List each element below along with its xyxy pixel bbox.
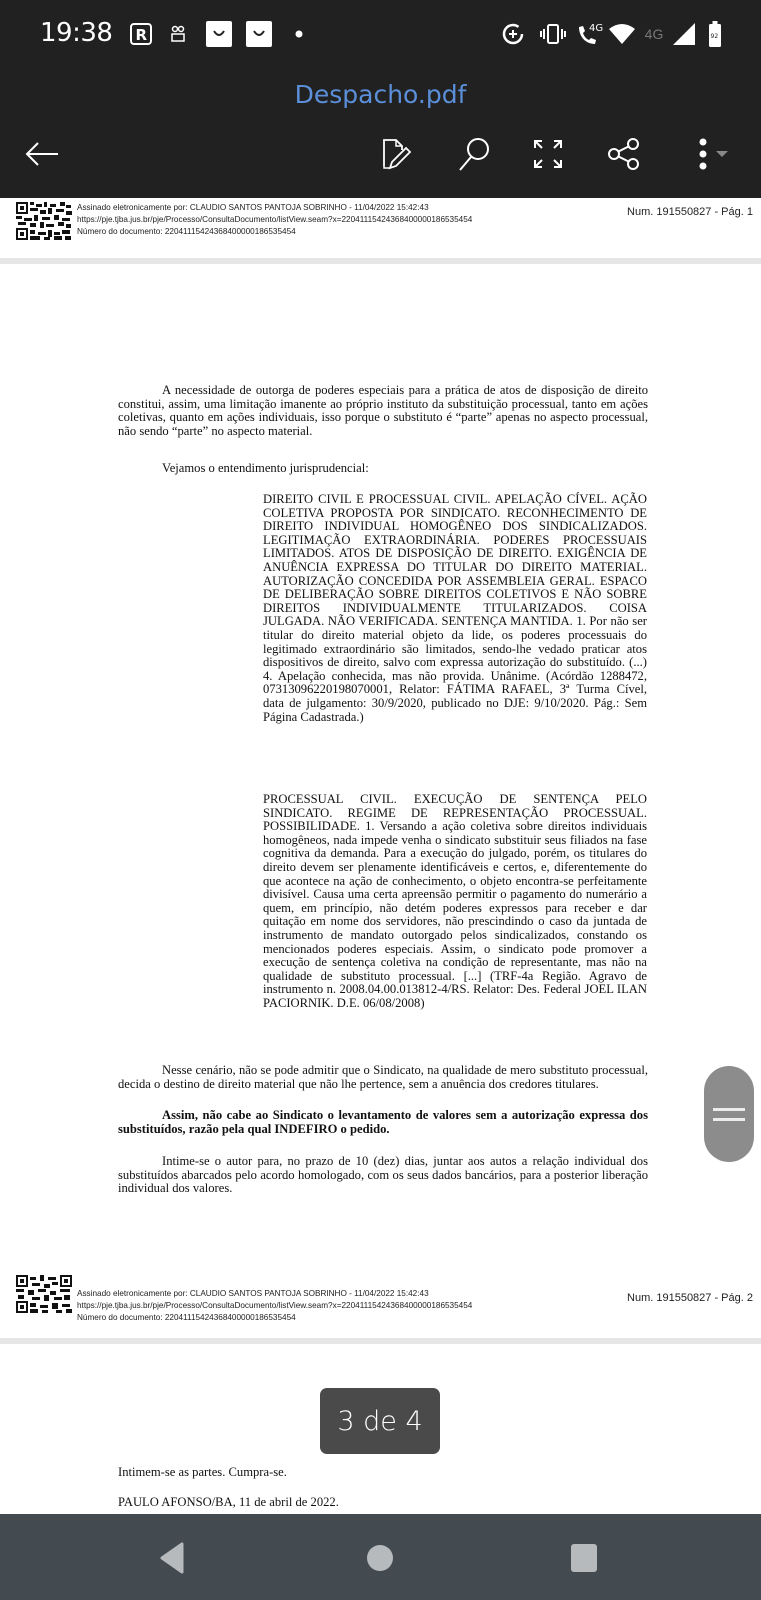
paragraph-2: Vejamos o entendimento jurisprudencial: bbox=[162, 461, 369, 475]
svg-text:R: R bbox=[135, 26, 148, 44]
qr-code-icon bbox=[16, 1264, 72, 1324]
back-button[interactable] bbox=[20, 132, 64, 176]
vibrate-icon bbox=[540, 20, 566, 48]
jurisprudence-quote-1: DIREITO CIVIL E PROCESSUAL CIVIL. APELAÇÃO CÍVEL. AÇÃO COLETIVA PROPOSTA POR SINDICATO. RECONHECIMENTO DE DIREITO INDIVIDUAL HOMOGÊNEO DOS SINDICALIZADOS. LEGITIMAÇÃO EXTRAORDINÁRIA. PODERES PROCESSUAIS LIMITADOS. ATOS DE DISPOSIÇÃO DE DIREITO. EXIGÊNCIA DE ANUÊNCIA EXPRESSA DO TITULAR DO DIREITO MATERIAL. AUTORIZAÇÃO CONCEDIDA POR ASSEMBLEIA GERAL. ESPACO DE DELIBERAÇÃO SOBRE DIREITOS COLETIVOS E NÃO SOBRE DIREITOS INDIVIDUALMENTE TITULARIZADOS. COISA JULGADA. NÃO VERIFICADA. SENTENÇA MANTIDA. 1. Por não ser titular do direito material objeto da lide, os poderes processuais do legitimado extraordinário são limitados, sendo-lhe vedado praticar atos dispositivos de direito, salvo com expressa autorização do substituído. (...) 4. Apelação conhecida, mas não provida. Unânime. (Acórdão 1288472, 07313096220198070001, Relator: FÁTIMA RAFAEL, 3ª Turma Cível, data de julgamento: 30/9/2020, publicado no DJE: 9/10/2020. Pág.: Sem Página Cadastrada.) bbox=[263, 492, 647, 724]
jurisprudence-quote-2: PROCESSUAL CIVIL. EXECUÇÃO DE SENTENÇA PELO SINDICATO. REGIME DE REPRESENTAÇÃO PROCESSUAL. POSSIBILIDADE. 1. Versando a ação coletiva sobre direitos individuais homogêneos, nada impede venha o sindicato substituir seus filiados na fase cognitiva da demanda. Para a execução do julgado, porém, os titulares do direito devem ser plenamente identificáveis e certos, e, diferentemente do que acontece na ação de conhecimento, o objeto encontra-se perfeitamente divisível. Causa uma certa apreensão permitir o pagamento do numerário a quem, em princípio, não detém poderes expressos para receber e dar quitação em nome dos servidores, não prescindindo o caso da juntada de instrumento de mandato outorgado pelos sindicalizados, constando os mencionados poderes especiais. Assim, o sindicato pode promover a execução de sentença coletiva na condição de representante, mas não na qualidade de substituto processual. [...] (TRF-4a Região. Agravo de instrumento n. 2008.04.00.013812-4/RS. Relator: Des. Federal JOEL ILAN PACIORNIK. D.E. 06/08/2008) bbox=[263, 792, 647, 1010]
fullscreen-icon bbox=[532, 138, 564, 170]
shopping-bag-icon bbox=[246, 20, 272, 48]
square-recents-icon bbox=[570, 1543, 598, 1573]
qr-code-icon bbox=[16, 202, 72, 240]
signed-by: Assinado eletronicamente por: CLAUDIO SANTOS PANTOJA SOBRINHO - 11/04/2022 15:42:43 bbox=[77, 203, 429, 212]
page-number-label: Num. 191550827 - Pág. 1 bbox=[627, 206, 753, 218]
voicemail-icon bbox=[170, 20, 186, 48]
svg-text:92: 92 bbox=[710, 33, 719, 40]
verification-url[interactable]: https://pje.tjba.jus.br/pje/Processo/ConsultaDocumento/listView.seam?x=22041115424368400000186535454 bbox=[77, 1301, 473, 1310]
wifi-icon bbox=[608, 20, 636, 48]
signed-by: Assinado eletronicamente por: CLAUDIO SANTOS PANTOJA SOBRINHO - 11/04/2022 15:42:43 bbox=[77, 1289, 429, 1298]
paragraph-5: Intime-se o autor para, no prazo de 10 (dez) dias, juntar aos autos a relação individual dos substituídos abarcados pelo acordo homologado, com os seus dados bancários, para a posterior liberação individual dos valores. bbox=[118, 1154, 648, 1196]
signature-text bbox=[77, 202, 472, 238]
data-saver-icon bbox=[500, 20, 526, 48]
closing-line: Intimem-se as partes. Cumpra-se. bbox=[118, 1465, 287, 1479]
volte-call-icon bbox=[576, 20, 606, 48]
signature-text bbox=[77, 1288, 472, 1324]
page-number-label: Num. 191550827 - Pág. 2 bbox=[627, 1292, 753, 1304]
document-number: Número do documento: 22041115424368400000186535454 bbox=[77, 227, 296, 236]
more-options-button[interactable] bbox=[680, 132, 736, 176]
fast-scroll-handle[interactable] bbox=[704, 1066, 754, 1162]
triangle-back-icon bbox=[158, 1542, 186, 1574]
nav-home-button[interactable] bbox=[360, 1538, 400, 1578]
status-bar bbox=[0, 0, 761, 70]
lte-icon: 4G bbox=[644, 26, 664, 42]
search-icon bbox=[457, 136, 491, 172]
share-icon bbox=[607, 137, 641, 171]
shopping-bag-icon bbox=[206, 20, 232, 48]
signal-icon bbox=[672, 20, 696, 48]
paragraph-3: Nesse cenário, não se pode admitir que o Sindicato, na qualidade de mero substituto processual, decida o destino de direito material que não lhe pertence, sem a anuência dos credores titulares. bbox=[118, 1063, 648, 1091]
nav-back-button[interactable] bbox=[152, 1538, 192, 1578]
page-indicator: 3 de 4 bbox=[320, 1388, 440, 1454]
pdf-page-1-footer bbox=[0, 198, 761, 258]
edit-document-icon bbox=[378, 136, 414, 172]
signature-block bbox=[16, 202, 761, 250]
verification-url[interactable]: https://pje.tjba.jus.br/pje/Processo/ConsultaDocumento/listView.seam?x=22041115424368400000186535454 bbox=[77, 215, 473, 224]
signature-block bbox=[16, 1264, 761, 1322]
r-app-icon bbox=[128, 20, 154, 48]
app-bar bbox=[0, 70, 761, 198]
circle-home-icon bbox=[365, 1543, 395, 1573]
system-navigation-bar bbox=[0, 1514, 761, 1600]
paragraph-decision: Assim, não cabe ao Sindicato o levantamento de valores sem a autorização expressa dos substituídos, razão pela qual INDEFIRO o pedido. bbox=[118, 1108, 648, 1136]
arrow-left-icon bbox=[24, 140, 60, 168]
paragraph-1: A necessidade de outorga de poderes especiais para a prática de atos de disposição de direito constitui, assim, uma limitação imanente ao próprio instituto da substituição processual, tanto em ações coletivas, quanto em ações individuais, isso porque o substituto é “parte” apenas no aspecto processual, não sendo “parte” no aspecto material. bbox=[118, 383, 648, 438]
nav-recents-button[interactable] bbox=[564, 1538, 604, 1578]
edit-document-button[interactable] bbox=[374, 132, 418, 176]
search-button[interactable] bbox=[452, 132, 496, 176]
grip-line-icon bbox=[713, 1108, 745, 1111]
fullscreen-button[interactable] bbox=[526, 132, 570, 176]
svg-text:4G: 4G bbox=[589, 23, 604, 34]
notification-dot-icon bbox=[294, 20, 304, 48]
battery-icon bbox=[708, 20, 722, 48]
clock: 19:38 bbox=[40, 18, 113, 48]
document-title: Despacho.pdf bbox=[294, 80, 467, 109]
document-number: Número do documento: 22041115424368400000186535454 bbox=[77, 1313, 296, 1322]
grip-line-icon bbox=[713, 1118, 745, 1121]
more-vertical-icon bbox=[683, 137, 733, 171]
share-button[interactable] bbox=[602, 132, 646, 176]
place-date-line: PAULO AFONSO/BA, 11 de abril de 2022. bbox=[118, 1495, 339, 1509]
